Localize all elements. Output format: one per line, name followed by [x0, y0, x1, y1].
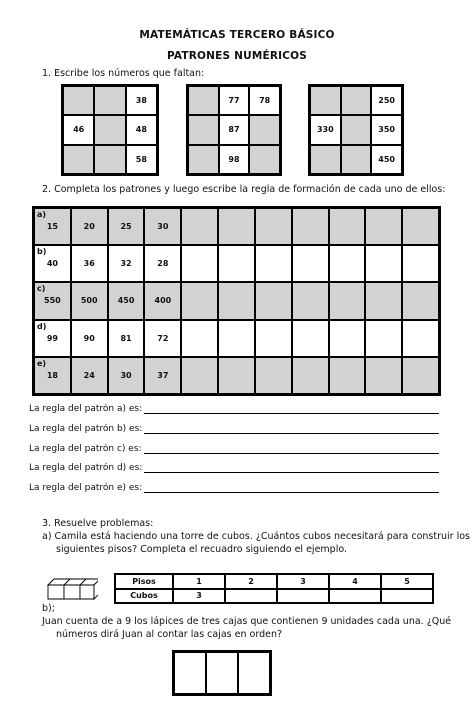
- cubos-cell[interactable]: [225, 589, 277, 604]
- pattern-blank-cell[interactable]: [292, 357, 329, 394]
- grid-cell: [94, 115, 125, 144]
- rule-label-c: La regla del patrón c) es:: [29, 444, 142, 454]
- pattern-value: 30: [120, 370, 132, 380]
- pattern-value-cell: [34, 320, 71, 357]
- pattern-value: 36: [83, 259, 95, 269]
- rule-answer-line-b[interactable]: [144, 424, 439, 434]
- pattern-value-cell: [34, 208, 71, 245]
- pattern-blank-cell[interactable]: [402, 357, 439, 394]
- grid-cell: 350: [371, 115, 402, 144]
- pisos-cell: 1: [173, 574, 225, 589]
- pattern-value: 500: [80, 296, 98, 306]
- pattern-row-label: a): [37, 210, 47, 219]
- grid-cell: 98: [219, 145, 250, 174]
- pattern-blank-cell[interactable]: [218, 245, 255, 282]
- problem-b-line-1: Juan cuenta de a 9 los lápices de tres cajas que contienen 9 unidades cada una. ¿Qué: [42, 616, 452, 627]
- pattern-value-cell: [34, 357, 71, 394]
- problem-b-line-2: números dirá Juan al contar las cajas en orden?: [56, 629, 283, 640]
- pattern-value-cell: [144, 245, 181, 282]
- pattern-value-cell: [108, 320, 145, 357]
- pattern-blank-cell[interactable]: [255, 208, 292, 245]
- cubos-cell: 3: [173, 589, 225, 604]
- pattern-value-cell: [144, 357, 181, 394]
- rule-label-a: La regla del patrón a) es:: [29, 404, 143, 414]
- pattern-value-cell: [71, 282, 108, 319]
- pattern-blank-cell[interactable]: [402, 245, 439, 282]
- grid-cell: 330: [310, 115, 341, 144]
- grid-cell: 87: [219, 115, 250, 144]
- rule-line-b[interactable]: [29, 424, 439, 434]
- pisos-cell: 4: [329, 574, 381, 589]
- rule-answer-line-a[interactable]: [144, 404, 439, 414]
- pattern-blank-cell[interactable]: [402, 208, 439, 245]
- problem-a-line-2: siguientes pisos? Completa el recuadro siguiendo el ejemplo.: [56, 544, 348, 555]
- pattern-blank-cell[interactable]: [181, 357, 218, 394]
- pattern-value: 450: [117, 296, 135, 306]
- pattern-blank-cell[interactable]: [329, 320, 366, 357]
- rule-answer-line-d[interactable]: [144, 463, 439, 473]
- cubos-cell[interactable]: [329, 589, 381, 604]
- page-subtitle: PATRONES NUMÉRICOS: [166, 50, 308, 62]
- grid-cell: 78: [249, 86, 280, 115]
- pattern-value-cell: [144, 282, 181, 319]
- pattern-blank-cell[interactable]: [365, 357, 402, 394]
- grid-cell: [188, 115, 219, 144]
- page-title: MATEMÁTICAS TERCERO BÁSICO: [139, 29, 335, 41]
- pattern-value-cell: [71, 245, 108, 282]
- pattern-value: 72: [157, 333, 169, 343]
- pattern-value-cell: [144, 208, 181, 245]
- pattern-value: 99: [46, 333, 58, 343]
- grid-cell: [341, 86, 372, 115]
- pattern-blank-cell[interactable]: [255, 245, 292, 282]
- pattern-value: 24: [83, 370, 95, 380]
- rule-line-d[interactable]: [29, 463, 439, 473]
- cubes-table: [114, 573, 434, 604]
- pattern-blank-cell[interactable]: [292, 208, 329, 245]
- grid-cell: [249, 145, 280, 174]
- cubos-cell[interactable]: [277, 589, 329, 604]
- grid-cell: 77: [219, 86, 250, 115]
- pattern-blank-cell[interactable]: [329, 357, 366, 394]
- pattern-value: 32: [120, 259, 132, 269]
- rule-line-c[interactable]: [29, 444, 439, 454]
- pattern-value-cell: [34, 282, 71, 319]
- pattern-blank-cell[interactable]: [365, 282, 402, 319]
- pattern-value: 20: [83, 222, 95, 231]
- pattern-value: 28: [157, 259, 169, 269]
- rule-line-e[interactable]: [29, 483, 439, 493]
- rule-label-b: La regla del patrón b) es:: [29, 424, 143, 434]
- pattern-blank-cell[interactable]: [218, 282, 255, 319]
- pattern-value: 37: [157, 370, 169, 380]
- grid-cell: [188, 145, 219, 174]
- grid-cell: 450: [371, 145, 402, 174]
- pattern-value: 400: [154, 296, 172, 306]
- answer-box-2[interactable]: [206, 652, 238, 694]
- pattern-blank-cell[interactable]: [181, 208, 218, 245]
- grid-cell: 46: [63, 115, 94, 144]
- grid-cell: 250: [371, 86, 402, 115]
- cubos-cell[interactable]: [381, 589, 433, 604]
- pattern-value: 81: [120, 333, 132, 343]
- pattern-blank-cell[interactable]: [402, 282, 439, 319]
- grid-cell: [94, 86, 125, 115]
- missing-numbers-grid-3: [308, 84, 404, 176]
- grid-cell: [249, 115, 280, 144]
- rule-answer-line-c[interactable]: [144, 444, 439, 454]
- pattern-blank-cell[interactable]: [218, 320, 255, 357]
- pattern-value: 40: [46, 259, 58, 269]
- pisos-cell: 5: [381, 574, 433, 589]
- pattern-row-label: d): [37, 321, 47, 331]
- rule-line-a[interactable]: [29, 404, 439, 414]
- pattern-value: 550: [44, 296, 61, 306]
- pattern-value: 30: [157, 222, 169, 231]
- pattern-value-cell: [108, 208, 145, 245]
- grid-cell: 48: [126, 115, 157, 144]
- answer-box-1[interactable]: [174, 652, 206, 694]
- grid-cell: [63, 145, 94, 174]
- answer-boxes: [172, 650, 272, 696]
- question-2-prompt: 2. Completa los patrones y luego escribe la regla de formación de cada uno de ellos:: [42, 184, 446, 195]
- pattern-blank-cell[interactable]: [365, 320, 402, 357]
- rule-label-d: La regla del patrón d) es:: [29, 463, 143, 473]
- pattern-row-label: e): [37, 358, 47, 368]
- pattern-row-label: c): [37, 284, 46, 294]
- pattern-blank-cell[interactable]: [218, 357, 255, 394]
- question-3-prompt: 3. Resuelve problemas:: [42, 518, 154, 529]
- patterns-grid: [32, 206, 441, 396]
- cube-tower-icon: [46, 577, 98, 601]
- pattern-value-cell: [108, 245, 145, 282]
- pattern-row-label: b): [37, 247, 47, 257]
- pattern-value-cell: [71, 320, 108, 357]
- pattern-blank-cell[interactable]: [329, 245, 366, 282]
- pattern-blank-cell[interactable]: [292, 245, 329, 282]
- pattern-blank-cell[interactable]: [181, 245, 218, 282]
- grid-cell: [341, 145, 372, 174]
- pattern-blank-cell[interactable]: [402, 320, 439, 357]
- pisos-cell: 2: [225, 574, 277, 589]
- grid-cell: [188, 86, 219, 115]
- grid-cell: [94, 145, 125, 174]
- pattern-blank-cell[interactable]: [181, 282, 218, 319]
- missing-numbers-grid-1: [61, 84, 159, 176]
- pattern-blank-cell[interactable]: [218, 208, 255, 245]
- pattern-value: 25: [120, 222, 132, 231]
- rule-answer-line-e[interactable]: [144, 483, 439, 493]
- pattern-blank-cell[interactable]: [181, 320, 218, 357]
- problem-a-line-1: a) Camila está haciendo una torre de cubos. ¿Cuántos cubos necesitará para construir los: [42, 531, 471, 542]
- pattern-blank-cell[interactable]: [292, 282, 329, 319]
- pattern-blank-cell[interactable]: [255, 357, 292, 394]
- grid-cell: [310, 86, 341, 115]
- cubos-header: Cubos: [115, 589, 173, 604]
- pattern-value-cell: [71, 208, 108, 245]
- problem-b-label: b);: [42, 603, 55, 614]
- grid-cell: [310, 145, 341, 174]
- pattern-value: 90: [83, 333, 95, 343]
- pattern-blank-cell[interactable]: [365, 245, 402, 282]
- pattern-value: 15: [46, 222, 58, 231]
- pattern-value-cell: [34, 245, 71, 282]
- pattern-blank-cell[interactable]: [255, 320, 292, 357]
- rule-label-e: La regla del patrón e) es:: [29, 483, 143, 493]
- pattern-value-cell: [108, 282, 145, 319]
- pattern-blank-cell[interactable]: [329, 282, 366, 319]
- pattern-value-cell: [144, 320, 181, 357]
- pattern-blank-cell[interactable]: [365, 208, 402, 245]
- pattern-blank-cell[interactable]: [255, 282, 292, 319]
- question-1-prompt: 1. Escribe los números que faltan:: [42, 68, 205, 79]
- grid-cell: [63, 86, 94, 115]
- pattern-value-cell: [71, 357, 108, 394]
- pattern-value-cell: [108, 357, 145, 394]
- grid-cell: 38: [126, 86, 157, 115]
- grid-cell: 58: [126, 145, 157, 174]
- pattern-blank-cell[interactable]: [292, 320, 329, 357]
- missing-numbers-grid-2: [186, 84, 282, 176]
- grid-cell: [341, 115, 372, 144]
- answer-box-3[interactable]: [238, 652, 270, 694]
- pattern-blank-cell[interactable]: [329, 208, 366, 245]
- pisos-header: Pisos: [115, 574, 173, 589]
- pisos-cell: 3: [277, 574, 329, 589]
- pattern-value: 18: [46, 370, 58, 380]
